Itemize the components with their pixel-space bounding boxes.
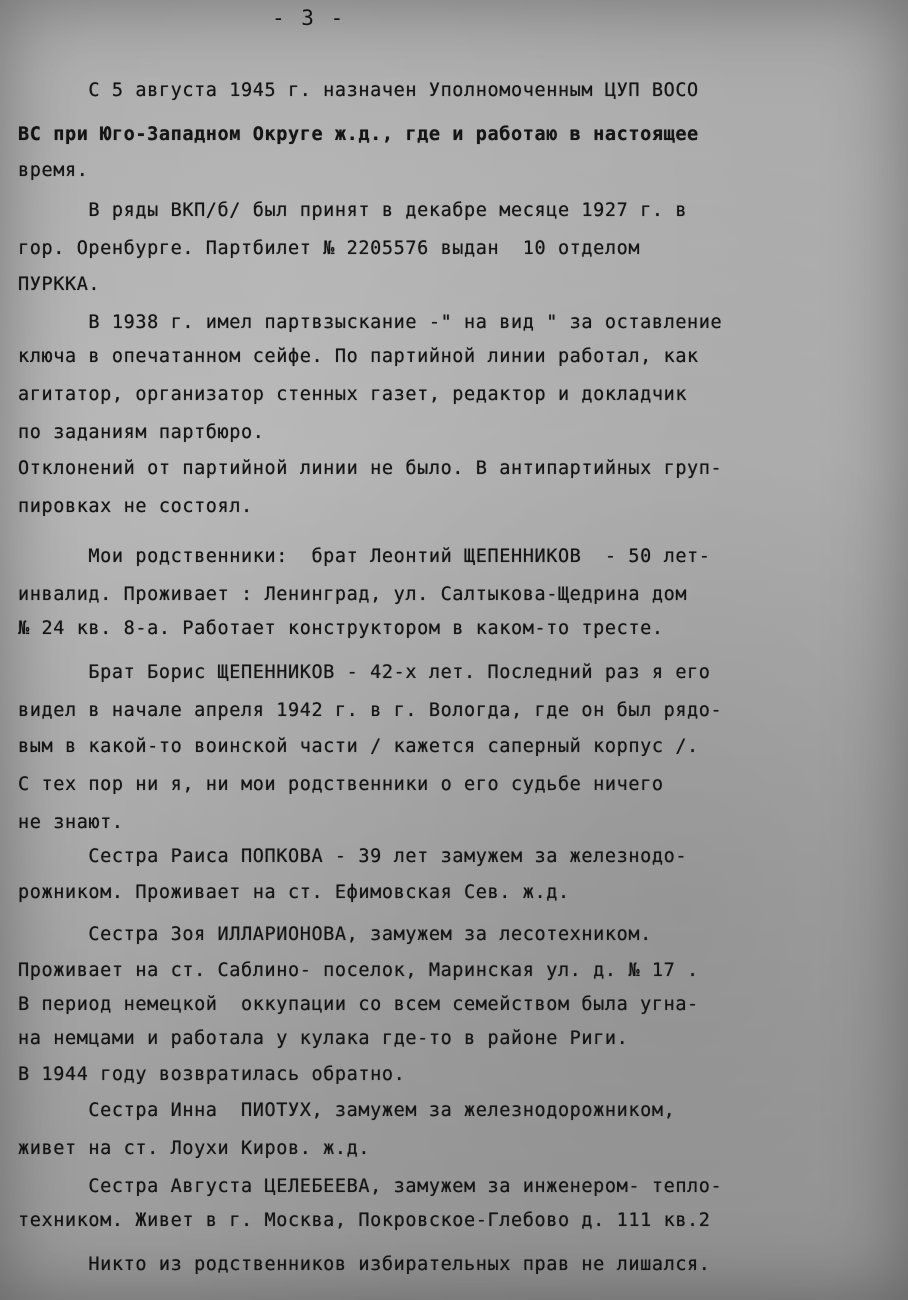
text-line: В период немецкой оккупации со всем семейством была угна- — [18, 994, 699, 1015]
text-line: на немцами и работала у кулака где-то в районе Риги. — [18, 1028, 629, 1049]
text-line: ключа в опечатанном сейфе. По партийной линии работал, как — [18, 346, 699, 367]
text-line: время. — [18, 160, 89, 181]
text-line: инвалид. Проживает : Ленинград, ул. Салтыкова-Щедрина дом — [18, 584, 688, 605]
text-line: агитатор, организатор стенных газет, редактор и докладчик — [18, 384, 688, 405]
page-number: - 3 - — [272, 6, 346, 30]
text-line: не знают. — [18, 812, 124, 833]
text-line: техником. Живет в г. Москва, Покровское-Глебово д. 111 кв.2 — [18, 1210, 711, 1231]
text-line: вым в какой-то воинской части / кажется саперный корпус /. — [18, 736, 699, 757]
text-line: Брат Борис ЩЕПЕННИКОВ - 42-х лет. Последний раз я его — [18, 662, 711, 683]
text-line: С 5 августа 1945 г. назначен Уполномоченным ЦУП ВОСО — [18, 80, 699, 101]
text-line: Отклонений от партийной линии не было. В антипартийных груп- — [18, 458, 723, 479]
text-line: живет на ст. Лоухи Киров. ж.д. — [18, 1138, 371, 1159]
text-line: пировках не состоял. — [18, 496, 253, 517]
text-line: Проживает на ст. Саблино- поселок, Маринская ул. д. № 17 . — [18, 960, 699, 981]
text-line: ПУРККА. — [18, 274, 101, 295]
text-line: видел в начале апреля 1942 г. в г. Вологда, где он был рядо- — [18, 700, 723, 721]
text-line: рожником. Проживает на ст. Ефимовская Сев. ж.д. — [18, 882, 570, 903]
text-line: Мои родственники: брат Леонтий ЩЕПЕННИКОВ - 50 лет- — [18, 546, 711, 567]
text-line: Сестра Зоя ИЛЛАРИОНОВА, замужем за лесотехником. — [18, 924, 652, 945]
text-line: гор. Оренбурге. Партбилет № 2205576 выдан 10 отделом — [18, 238, 641, 259]
text-line: В 1938 г. имел партвзыскание -" на вид " за оставление — [18, 312, 723, 333]
text-line: В ряды ВКП/б/ был принят в декабре месяце 1927 г. в — [18, 200, 688, 221]
text-line: ВС при Юго-Западном Округе ж.д., где и работаю в настоящее — [18, 124, 699, 145]
text-line: В 1944 году возвратилась обратно. — [18, 1064, 406, 1085]
text-line: Сестра Раиса ПОПКОВА - 39 лет замужем за железнодо- — [18, 846, 688, 867]
text-line: по заданиям партбюро. — [18, 422, 265, 443]
text-line: Сестра Инна ПИОТУХ, замужем за железнодорожником, — [18, 1100, 676, 1121]
text-line: Никто из родственников избирательных прав не лишался. — [18, 1254, 711, 1275]
text-line: Сестра Августа ЦЕЛЕБЕЕВА, замужем за инженером- тепло- — [18, 1176, 723, 1197]
text-line: № 24 кв. 8-а. Работает конструктором в каком-то тресте. — [18, 618, 664, 639]
text-line: С тех пор ни я, ни мои родственники о его судьбе ничего — [18, 774, 664, 795]
